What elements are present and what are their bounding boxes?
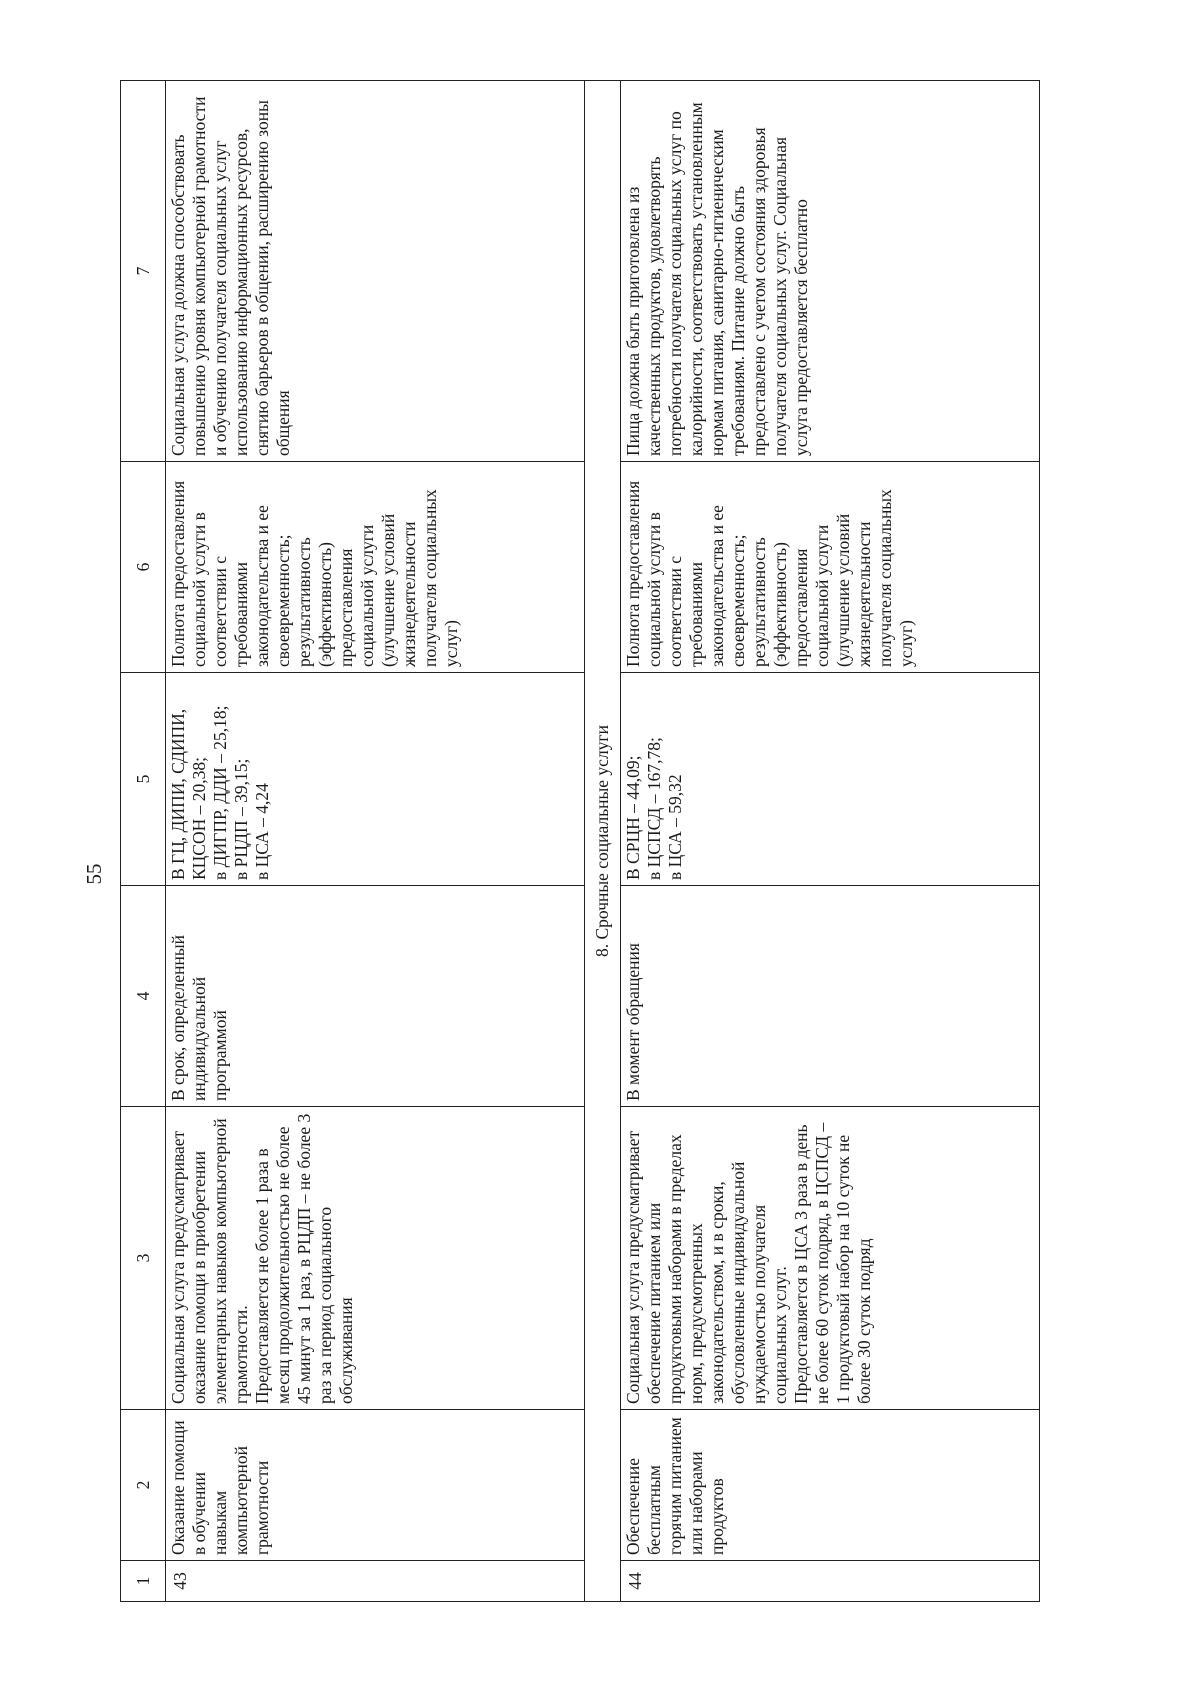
service-norms: В ГЦ, ДИПИ, СДИПИ, КЦСОН – 20,38; в ДИГПР, ДДИ – 25,18; в РЦДП – 39,15; в ЦСА – 4,24 [166, 673, 585, 886]
table-row [621, 81, 1040, 1602]
service-term: В момент обращения [621, 886, 1040, 1107]
quality-indicators: Полнота предоставления социальной услуги в соответствии с требованиями законодательства и ее своевременность; результативность (эффективность) предоставления социальной услуги (улучшение условий жизнедеятельности получателя социальных услуг) [621, 462, 1040, 673]
service-conditions: Пища должна быть приготовлена из качественных продуктов, удовлетворять потребности получателя социальных услуг по калорийности, соответствовать установленным нормам питания, санитарно-гигиеническим требованиям. Питание должно быть предоставлено с учетом состояния здоровья получателя социальных услуг. Социальная услуга предоставляется бесплатно [621, 81, 1040, 462]
header-col-6: 6 [121, 462, 166, 673]
rotated-table-wrapper [120, 88, 1047, 1602]
quality-indicators: Полнота предоставления социальной услуги в соответствии с требованиями законодательства и ее своевременность; результативность (эффективность) предоставления социальной услуги (улучшение условий жизнедеятельности получателя социальных услуг) [166, 462, 585, 673]
services-table [120, 80, 1040, 1602]
service-conditions: Социальная услуга должна способствовать повышению уровня компьютерной грамотности и обучению получателя социальных услуг использованию информационных ресурсов, снятию барьеров в общении, расширению зоны общения [166, 81, 585, 462]
header-row [121, 81, 166, 1602]
section-row [585, 81, 621, 1602]
header-col-5: 5 [121, 673, 166, 886]
section-title: 8. Срочные социальные услуги [585, 81, 621, 1602]
header-col-2: 2 [121, 1410, 166, 1561]
service-name: Обеспечение бесплатным горячим питанием или наборами продуктов [621, 1410, 1040, 1561]
page-number: 55 [82, 863, 106, 885]
service-norms: В СРЦН – 44,09; в ЦСПСД – 167,78; в ЦСА – 59,32 [621, 673, 1040, 886]
header-col-1: 1 [121, 1561, 166, 1602]
header-col-3: 3 [121, 1107, 166, 1410]
service-term: В срок, определенный индивидуальной программой [166, 886, 585, 1107]
row-number: 43 [166, 1561, 585, 1602]
service-description: Социальная услуга предусматривает обеспечение питанием или продуктовыми наборами в пределах норм, предусмотренных законодательством, и в сроки, обусловленные индивидуальной нуждаемостью получателя социальных услуг. Предоставляется в ЦСА 3 раза в день не более 60 суток подряд, в ЦСПСД – 1 продуктовый набор на 10 суток не более 30 суток подряд [621, 1107, 1040, 1410]
table-row [166, 81, 585, 1602]
row-number: 44 [621, 1561, 1040, 1602]
header-col-7: 7 [121, 81, 166, 462]
service-description: Социальная услуга предусматривает оказание помощи в приобретении элементарных навыков компьютерной грамотности. Предоставляется не более 1 раза в месяц продолжительностью не более 45 минут за 1 раз, в РЦДП – не более 3 раз за период социального обслуживания [166, 1107, 585, 1410]
service-name: Оказание помощи в обучении навыкам компьютерной грамотности [166, 1410, 585, 1561]
header-col-4: 4 [121, 886, 166, 1107]
